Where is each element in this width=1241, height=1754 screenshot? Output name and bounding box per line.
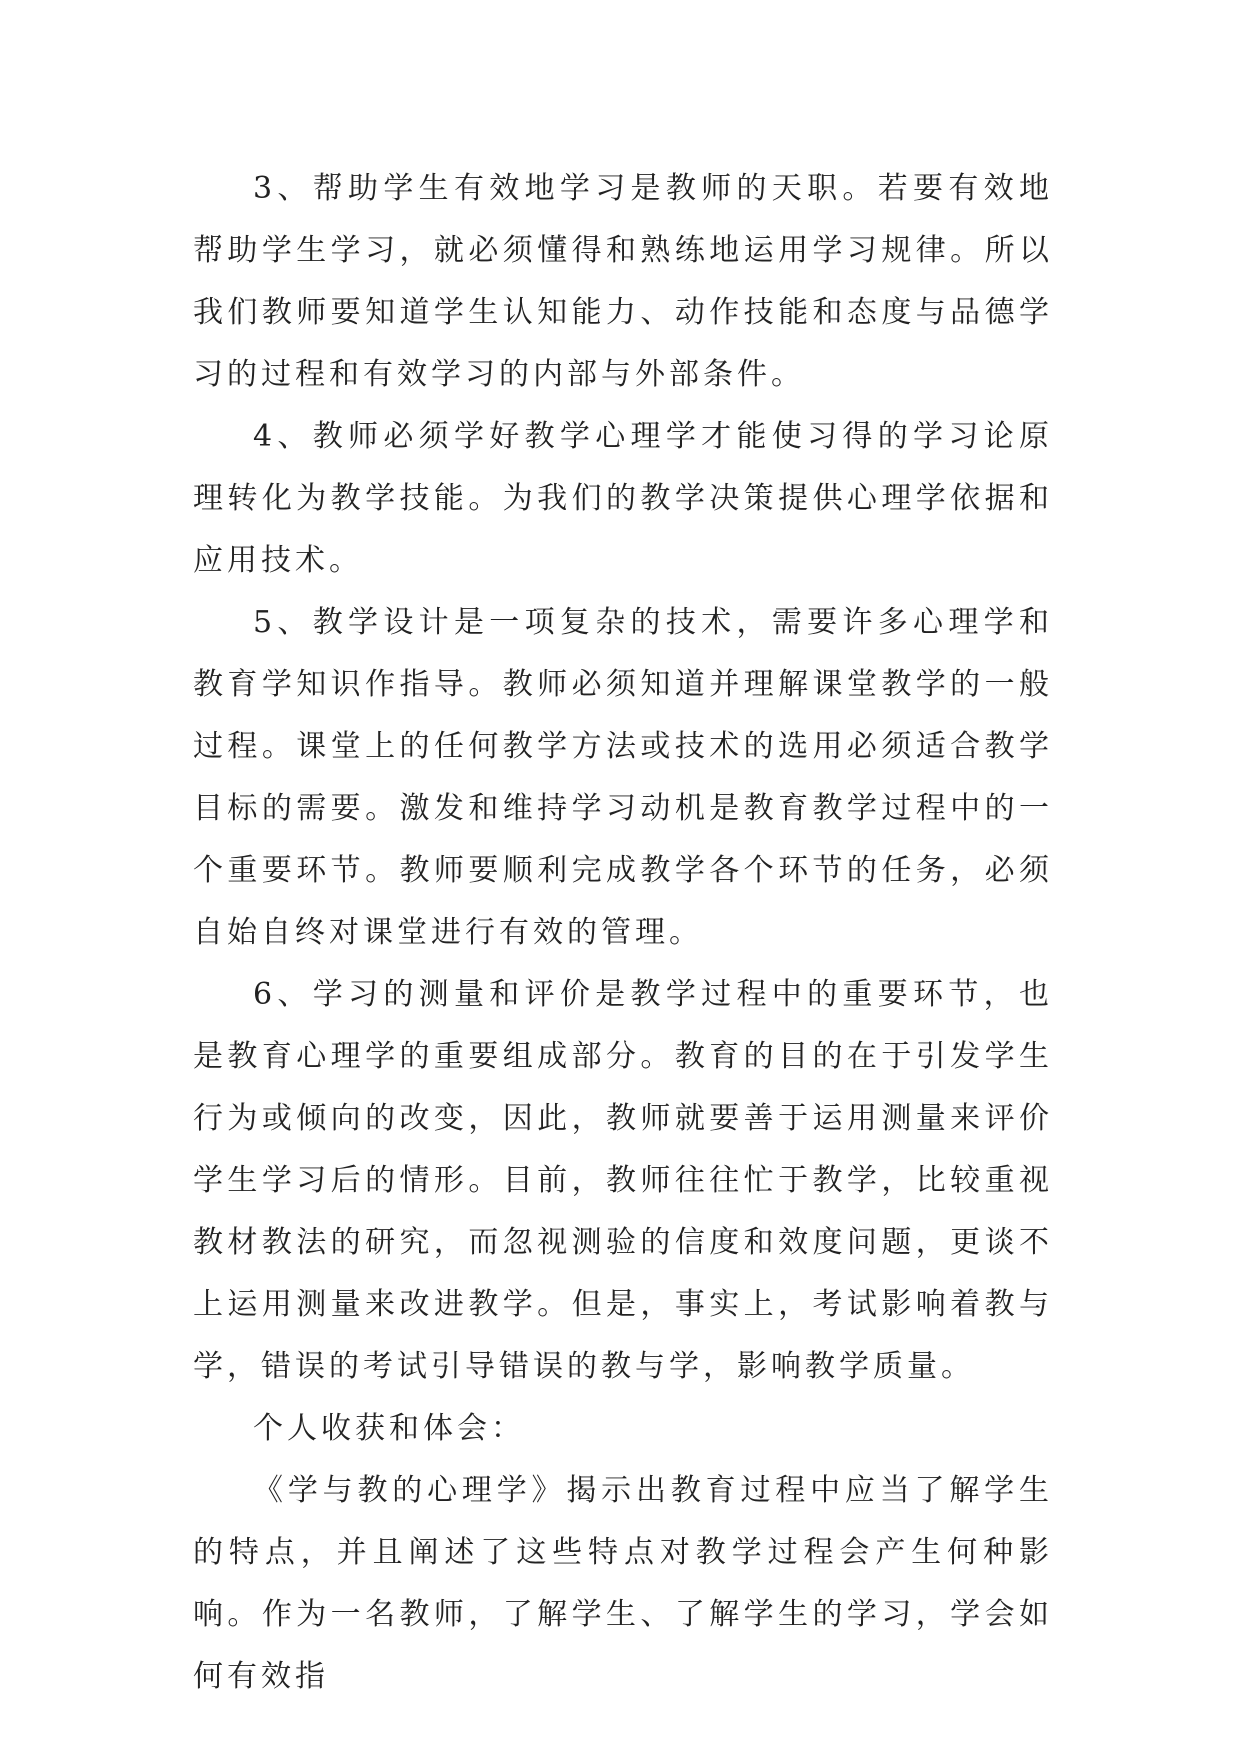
paragraph-item-3: 3、帮助学生有效地学习是教师的天职。若要有效地帮助学生学习，就必须懂得和熟练地运用学习规律。所以我们教师要知道学生认知能力、动作技能和态度与品德学习的过程和有效学习的内部与外部条件。 xyxy=(193,171,1053,392)
section-heading-personal-reflection: 个人收获和体会： xyxy=(253,1411,525,1446)
paragraph-item-6: 6、学习的测量和评价是教学过程中的重要环节，也是教育心理学的重要组成部分。教育的目的在于引发学生行为或倾向的改变，因此，教师就要善于运用测量来评价学生学习后的情形。目前，教师往往忙于教学，比较重视教材教法的研究，而忽视测验的信度和效度问题，更谈不上运用测量来改进教学。但是，事实上，考试影响着教与学，错误的考试引导错误的教与学，影响教学质量。 xyxy=(193,977,1053,1384)
paragraph-reflection: 《学与教的心理学》揭示出教育过程中应当了解学生的特点，并且阐述了这些特点对教学过程会产生何种影响。作为一名教师，了解学生、了解学生的学习，学会如何有效指 xyxy=(193,1473,1053,1694)
paragraph-item-4: 4、教师必须学好教学心理学才能使习得的学习论原理转化为教学技能。为我们的教学决策提供心理学依据和应用技术。 xyxy=(193,419,1053,578)
paragraph-item-5: 5、教学设计是一项复杂的技术，需要许多心理学和教育学知识作指导。教师必须知道并理解课堂教学的一般过程。课堂上的任何教学方法或技术的选用必须适合教学目标的需要。激发和维持学习动机是教育教学过程中的一个重要环节。教师要顺利完成教学各个环节的任务，必须自始自终对课堂进行有效的管理。 xyxy=(193,605,1053,950)
document-body xyxy=(193,158,1053,1708)
